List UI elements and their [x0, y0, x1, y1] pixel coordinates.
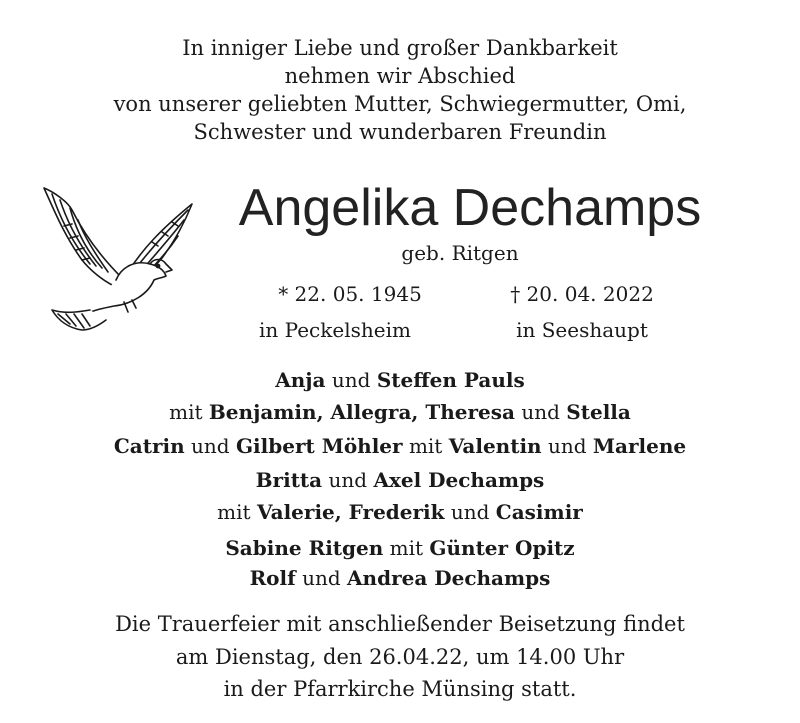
family-name: Benjamin, Allegra, Theresa: [208, 400, 515, 424]
family-line-3: [0, 430, 800, 462]
intro-line-2: nehmen wir Abschied: [284, 64, 516, 88]
family-line-4: [0, 464, 800, 496]
connector: mit: [217, 500, 251, 524]
connector: und: [331, 368, 371, 392]
dove-icon: [24, 180, 202, 340]
birth-place: in Peckelsheim: [259, 318, 411, 342]
connector: mit: [408, 434, 443, 458]
footer-line-1: Die Trauerfeier mit anschließender Beisetzung findet: [115, 612, 685, 636]
family-name: Gilbert Möhler: [235, 434, 403, 458]
family-name: Stella: [566, 400, 631, 424]
birth-name: geb. Ritgen: [401, 241, 519, 265]
family-name: Axel Dechamps: [373, 468, 545, 492]
family-name: Steffen Pauls: [376, 368, 525, 392]
connector: und: [547, 434, 587, 458]
family-line-2: [0, 396, 800, 428]
family-name: Sabine Ritgen: [225, 536, 384, 560]
family-name: Valerie, Frederik: [256, 500, 445, 524]
family-line-5: [0, 496, 800, 528]
connector: mit: [169, 400, 203, 424]
connector: und: [302, 566, 341, 590]
family-name: Casimir: [495, 500, 583, 524]
family-line-7: [0, 562, 800, 594]
connector: und: [191, 434, 230, 458]
family-name: Rolf: [249, 566, 296, 590]
death-place: in Seeshaupt: [516, 318, 648, 342]
intro-line-1: In inniger Liebe und großer Dankbarkeit: [182, 36, 618, 60]
family-name: Anja: [275, 368, 326, 392]
family-line-6: [0, 532, 800, 564]
connector: und: [450, 500, 490, 524]
deceased-name: Angelika Dechamps: [238, 179, 702, 237]
family-name: Britta: [255, 468, 323, 492]
family-name: Andrea Dechamps: [347, 566, 551, 590]
intro-line-4: Schwester und wunderbaren Freundin: [193, 120, 607, 144]
family-name: Marlene: [592, 434, 687, 458]
death-date: † 20. 04. 2022: [510, 282, 654, 306]
family-name: Günter Opitz: [429, 536, 575, 560]
family-name: Valentin: [448, 434, 542, 458]
birth-date: * 22. 05. 1945: [278, 282, 422, 306]
family-name: Catrin: [113, 434, 185, 458]
connector: mit: [389, 536, 424, 560]
connector: und: [521, 400, 560, 424]
intro-line-3: von unserer geliebten Mutter, Schwiegermutter, Omi,: [113, 92, 687, 116]
footer-line-2: am Dienstag, den 26.04.22, um 14.00 Uhr: [175, 645, 625, 669]
connector: und: [328, 468, 368, 492]
footer-line-3: in der Pfarrkirche Münsing statt.: [223, 677, 577, 701]
family-line-1: [0, 364, 800, 396]
